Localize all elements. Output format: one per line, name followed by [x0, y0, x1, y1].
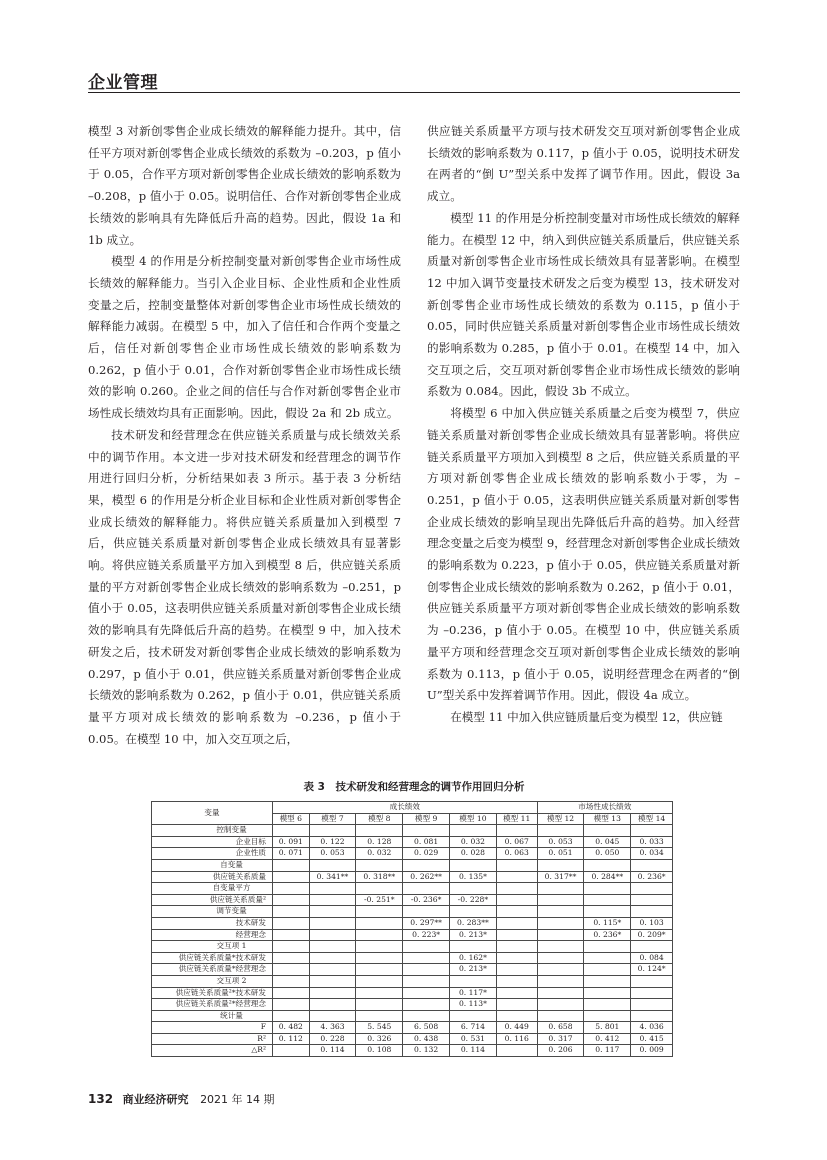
table-cell: 6. 714 — [450, 1022, 497, 1034]
table-cell — [537, 929, 584, 941]
row-label: 供应链关系质量² — [152, 894, 273, 906]
paragraph: 技术研发和经营理念在供应链关系质量与成长绩效关系中的调节作用。本文进一步对技术研发和经营理念的调节作用进行回归分析，分析结果如表 3 所示。基于表 3 分析结果，模型 6 的作用是分析企业目标和企业性质对新创零售企业成长绩效的解释能力。将供应链关系质量加入到模型 7 后，供应链关系质量对新创零售企业成长绩效具有显著影响。将供应链关系质量平方加入到模型 8 后，供应链关系质量的平方对新创零售企业成长绩效的影响系数为 –0.251，p 值小于 0.05，这表明供应链关系质量对新创零售企业成长绩效的影响具有先降低后升高的趋势。在模型 9 中，加入技术研发之后，技术研发对新创零售企业成长绩效的影响系数为 0.297，p 值小于 0.01，供应链关系质量对新创零售企业成长绩效的影响系数为 0.262，p 值小于 0.01，供应链关系质量平方项对成长绩效的影响系数为 –0.236，p 值小于 0.05。在模型 10 中，加入交互项之后， — [88, 427, 401, 746]
table-cell — [537, 975, 584, 987]
table-cell — [496, 1045, 537, 1057]
table-cell — [584, 941, 631, 953]
table-cell: 0. 053 — [537, 836, 584, 848]
table-cell: 0. 115* — [584, 917, 631, 929]
table-cell — [273, 871, 310, 883]
table-cell: 0. 262** — [403, 871, 450, 883]
model-header: 模型 7 — [309, 813, 356, 825]
table-cell — [537, 917, 584, 929]
page-footer — [88, 1091, 275, 1107]
table-cell: 4. 363 — [309, 1022, 356, 1034]
table-row — [152, 859, 673, 871]
table-cell — [631, 894, 673, 906]
row-label: 供应链关系质量²*技术研发 — [152, 987, 273, 999]
table-cell — [403, 952, 450, 964]
table-cell — [403, 1010, 450, 1022]
table-cell — [403, 883, 450, 895]
table-cell: 0. 114 — [450, 1045, 497, 1057]
variable-header: 变量 — [152, 802, 273, 825]
page-number: 132 — [88, 1092, 114, 1106]
table-cell — [273, 952, 310, 964]
table-cell — [631, 1010, 673, 1022]
table-cell: 0. 213* — [450, 964, 497, 976]
table-cell: 0. 029 — [403, 848, 450, 860]
table-cell — [496, 964, 537, 976]
paragraph: 供应链关系质量平方项与技术研发交互项对新创零售企业成长绩效的影响系数为 0.117，p 值小于 0.05，说明技术研发在两者的“倒 U”型关系中发挥了调节作用。因此，假设 3a 成立。 — [427, 124, 740, 204]
table-cell: 0. 103 — [631, 917, 673, 929]
table-cell: 0. 009 — [631, 1045, 673, 1057]
table-cell — [356, 859, 403, 871]
model-header: 模型 14 — [631, 813, 673, 825]
table-cell — [273, 941, 310, 953]
table-cell — [631, 906, 673, 918]
table-cell — [537, 987, 584, 999]
table-row — [152, 1022, 673, 1034]
table-cell — [496, 871, 537, 883]
table-row — [152, 964, 673, 976]
table-cell — [537, 1010, 584, 1022]
table-cell: 0. 412 — [584, 1033, 631, 1045]
table-cell — [584, 883, 631, 895]
table-cell — [356, 987, 403, 999]
table-cell: 0. 122 — [309, 836, 356, 848]
table-cell: 0. 081 — [403, 836, 450, 848]
table-row — [152, 1045, 673, 1057]
table-cell: 0. 236* — [584, 929, 631, 941]
table-row — [152, 952, 673, 964]
paragraph: 模型 3 对新创零售企业成长绩效的解释能力提升。其中，信任平方项对新创零售企业成长绩效的系数为 –0.203，p 值小于 0.05，合作平方项对新创零售企业成长绩效的影响系数为 –0.208，p 值小于 0.05。说明信任、合作对新创零售企业成长绩效的影响具有先降低后升高的趋势。因此，假设 1a 和 1b 成立。 — [88, 124, 402, 247]
table-row — [152, 1033, 673, 1045]
table-cell — [309, 975, 356, 987]
table-cell — [403, 859, 450, 871]
table-cell: 0. 033 — [631, 836, 673, 848]
table-cell — [309, 929, 356, 941]
table-row — [152, 987, 673, 999]
table-cell — [403, 906, 450, 918]
table-cell: 0. 438 — [403, 1033, 450, 1045]
row-label: 控制变量 — [152, 825, 273, 837]
table-cell — [273, 894, 310, 906]
table-cell — [309, 883, 356, 895]
table-cell — [273, 1045, 310, 1057]
table-cell: 0. 206 — [537, 1045, 584, 1057]
table-cell: 0. 135* — [450, 871, 497, 883]
table-cell — [496, 1010, 537, 1022]
table-cell — [537, 999, 584, 1011]
model-header: 模型 10 — [450, 813, 497, 825]
table-cell — [496, 917, 537, 929]
row-label: 企业性质 — [152, 848, 273, 860]
model-header: 模型 13 — [584, 813, 631, 825]
table-cell: 5. 545 — [356, 1022, 403, 1034]
model-header: 模型 11 — [496, 813, 537, 825]
table-cell: -0. 236* — [403, 894, 450, 906]
table-row — [152, 929, 673, 941]
table-cell — [584, 964, 631, 976]
right-column — [427, 121, 740, 729]
table-cell — [273, 883, 310, 895]
table-row — [152, 836, 673, 848]
table-cell: 0. 051 — [537, 848, 584, 860]
table-cell — [273, 999, 310, 1011]
table-cell: 0. 108 — [356, 1045, 403, 1057]
table-cell — [537, 964, 584, 976]
table-cell: 0. 228 — [309, 1033, 356, 1045]
row-label: 经营理念 — [152, 929, 273, 941]
table-cell: 0. 223* — [403, 929, 450, 941]
table-cell — [496, 859, 537, 871]
table-cell: 0. 067 — [496, 836, 537, 848]
table-cell: 0. 117 — [584, 1045, 631, 1057]
model-header: 模型 12 — [537, 813, 584, 825]
table-cell: 0. 124* — [631, 964, 673, 976]
paragraph: 在模型 11 中加入供应链质量后变为模型 12，供应链 — [450, 709, 723, 724]
table-cell: 6. 508 — [403, 1022, 450, 1034]
table-cell — [537, 906, 584, 918]
table-cell — [356, 964, 403, 976]
table-cell — [309, 999, 356, 1011]
section-title: 企业管理 — [88, 73, 158, 93]
model-header: 模型 9 — [403, 813, 450, 825]
table-cell — [496, 987, 537, 999]
table-cell: 0. 482 — [273, 1022, 310, 1034]
table-cell: 0. 449 — [496, 1022, 537, 1034]
table-cell — [403, 999, 450, 1011]
table-cell — [356, 975, 403, 987]
table-cell — [496, 999, 537, 1011]
row-label: 交互项 1 — [152, 941, 273, 953]
table-cell — [537, 894, 584, 906]
table-cell — [309, 941, 356, 953]
row-label: F — [152, 1022, 273, 1034]
table-cell: 0. 317 — [537, 1033, 584, 1045]
row-label: 供应链关系质量*经营理念 — [152, 964, 273, 976]
table-cell: 0. 162* — [450, 952, 497, 964]
table-cell — [273, 1010, 310, 1022]
table-row — [152, 1010, 673, 1022]
table-cell: 0. 531 — [450, 1033, 497, 1045]
table-cell: 5. 801 — [584, 1022, 631, 1034]
table-cell — [537, 825, 584, 837]
table-cell: 0. 284** — [584, 871, 631, 883]
table-cell — [273, 825, 310, 837]
table-cell: 0. 326 — [356, 1033, 403, 1045]
table-cell: 0. 091 — [273, 836, 310, 848]
paragraph: 模型 11 的作用是分析控制变量对市场性成长绩效的解释能力。在模型 12 中，纳入到供应链关系质量后，供应链关系质量对新创零售企业市场性成长绩效具有显著影响。在模型 12 中加入调节变量技术研发之后变为模型 13，技术研发对新创零售企业市场性成长绩效的系数为 0.115，p 值小于 0.05，同时供应链关系质量对新创零售企业市场性成长绩效的影响系数为 0.285，p 值小于 0.01。在模型 14 中，加入交互项之后，交互项对新创零售企业市场性成长绩效的影响系数为 0.084。因此，假设 3b 不成立。 — [427, 210, 740, 399]
left-column — [88, 121, 401, 750]
table-cell — [496, 906, 537, 918]
table-cell — [309, 952, 356, 964]
table-row — [152, 894, 673, 906]
table-cell — [584, 1010, 631, 1022]
table-cell — [356, 929, 403, 941]
table-cell — [631, 999, 673, 1011]
table-cell — [631, 859, 673, 871]
table-cell — [309, 859, 356, 871]
table-cell — [309, 917, 356, 929]
table-cell: 0. 071 — [273, 848, 310, 860]
table-cell — [537, 941, 584, 953]
table-cell — [309, 1010, 356, 1022]
table-cell: 0. 317** — [537, 871, 584, 883]
row-label: 供应链关系质量²*经营理念 — [152, 999, 273, 1011]
table-cell — [584, 859, 631, 871]
table-caption: 表 3 技术研发和经营理念的调节作用回归分析 — [303, 781, 525, 793]
table-cell: 0. 283** — [450, 917, 497, 929]
table-row — [152, 941, 673, 953]
journal-name: 商业经济研究 — [122, 1093, 189, 1106]
table-cell: -0. 228* — [450, 894, 497, 906]
table-cell — [584, 987, 631, 999]
row-label: 自变量平方 — [152, 883, 273, 895]
table-cell — [273, 964, 310, 976]
table-cell — [496, 975, 537, 987]
row-label: 统计量 — [152, 1010, 273, 1022]
table-row — [152, 917, 673, 929]
table-cell: 0. 209* — [631, 929, 673, 941]
table-cell — [496, 894, 537, 906]
table-cell: 0. 053 — [309, 848, 356, 860]
table-cell — [273, 929, 310, 941]
table-cell: 0. 128 — [356, 836, 403, 848]
table-cell: 0. 032 — [450, 836, 497, 848]
table-cell: 0. 063 — [496, 848, 537, 860]
group-header-growth: 成长绩效 — [273, 802, 538, 814]
row-label: 调节变量 — [152, 906, 273, 918]
model-header: 模型 8 — [356, 813, 403, 825]
table-cell: -0. 251* — [356, 894, 403, 906]
issue-label: 2021 年 14 期 — [200, 1093, 275, 1106]
table-cell — [403, 987, 450, 999]
table-cell — [309, 964, 356, 976]
table-cell — [273, 975, 310, 987]
table-cell — [309, 894, 356, 906]
table-cell — [273, 906, 310, 918]
table-row — [152, 906, 673, 918]
table-cell — [309, 987, 356, 999]
table-cell: 0. 116 — [496, 1033, 537, 1045]
group-header-market-growth: 市场性成长绩效 — [537, 802, 672, 814]
row-label: 供应链关系质量*技术研发 — [152, 952, 273, 964]
table-cell: 0. 050 — [584, 848, 631, 860]
table-cell: 0. 112 — [273, 1033, 310, 1045]
table-cell — [403, 941, 450, 953]
table-cell — [496, 883, 537, 895]
table-cell — [496, 929, 537, 941]
table-cell: 0. 297** — [403, 917, 450, 929]
table-row — [152, 848, 673, 860]
paragraph: 将模型 6 中加入供应链关系质量之后变为模型 7，供应链关系质量对新创零售企业成长绩效具有显著影响。将供应链关系质量平方项加入到模型 8 之后，供应链关系质量的平方项对新创零售企业成长绩效的影响系数小于零，为 –0.251，p 值小于 0.05，这表明供应链关系质量对新创零售企业成长绩效的影响呈现出先降低后升高的趋势。加入经营理念变量之后变为模型 9，经营理念对新创零售企业成长绩效的影响系数为 0.223，p 值小于 0.05，供应链关系质量对新创零售企业成长绩效的影响系数为 0.262，p 值小于 0.01，供应链关系质量平方项对新创零售企业成长绩效的影响系数为 –0.236，p 值小于 0.05。在模型 10 中，供应链关系质量平方项和经营理念交互项对新创零售企业成长绩效的影响系数为 0.113，p 值小于 0.05，说明经营理念在两者的“倒 U”型关系中发挥着调节作用。因此，假设 4a 成立。 — [427, 406, 740, 703]
table-cell: 0. 658 — [537, 1022, 584, 1034]
table-cell: 0. 114 — [309, 1045, 356, 1057]
table-cell — [309, 906, 356, 918]
row-label: 技术研发 — [152, 917, 273, 929]
table-cell — [450, 975, 497, 987]
paragraph: 模型 4 的作用是分析控制变量对新创零售企业市场性成长绩效的解释能力。当引入企业目标、企业性质和企业性质变量之后，控制变量整体对新创零售企业市场性成长绩效的解释能力减弱。在模型 5 中，加入了信任和合作两个变量之后，信任对新创零售企业市场性成长绩效的影响系数为 0.262，p 值小于 0.01，合作对新创零售企业市场性成长绩效的影响 0.260。企业之间的信任与合作对新创零售企业市场性成长绩效均具有正面影响。因此，假设 2a 和 2b 成立。 — [88, 254, 401, 421]
table-cell — [450, 906, 497, 918]
table-cell — [309, 825, 356, 837]
table-cell — [584, 999, 631, 1011]
table-cell — [356, 952, 403, 964]
table-cell — [450, 1010, 497, 1022]
table-cell — [537, 952, 584, 964]
table-cell — [356, 825, 403, 837]
row-label: 供应链关系质量 — [152, 871, 273, 883]
table-cell: 0. 132 — [403, 1045, 450, 1057]
regression-table — [151, 801, 673, 1057]
table-cell: 0. 213* — [450, 929, 497, 941]
table-cell: 0. 045 — [584, 836, 631, 848]
table-cell — [273, 917, 310, 929]
table-cell — [356, 999, 403, 1011]
table-cell: 0. 117* — [450, 987, 497, 999]
table-row — [152, 999, 673, 1011]
table-cell — [631, 941, 673, 953]
table-row — [152, 825, 673, 837]
table-row — [152, 883, 673, 895]
table-cell — [584, 975, 631, 987]
table-row — [152, 871, 673, 883]
table-cell — [631, 883, 673, 895]
regression-table-container — [151, 801, 673, 1057]
table-cell — [356, 1010, 403, 1022]
table-cell: 0. 113* — [450, 999, 497, 1011]
table-cell: 0. 341** — [309, 871, 356, 883]
table-cell: 0. 236* — [631, 871, 673, 883]
table-cell — [403, 975, 450, 987]
table-cell: 0. 084 — [631, 952, 673, 964]
table-cell: 0. 032 — [356, 848, 403, 860]
row-label: 企业目标 — [152, 836, 273, 848]
table-row — [152, 975, 673, 987]
table-cell — [273, 859, 310, 871]
table-cell — [403, 825, 450, 837]
table-cell: 4. 036 — [631, 1022, 673, 1034]
table-cell: 0. 318** — [356, 871, 403, 883]
table-body — [152, 825, 673, 1057]
row-label: 交互项 2 — [152, 975, 273, 987]
table-cell — [537, 883, 584, 895]
row-label: 自变量 — [152, 859, 273, 871]
table-cell: 0. 415 — [631, 1033, 673, 1045]
table-cell — [584, 906, 631, 918]
table-cell — [496, 952, 537, 964]
table-cell — [496, 825, 537, 837]
table-cell — [450, 941, 497, 953]
table-cell — [450, 825, 497, 837]
model-header: 模型 6 — [273, 813, 310, 825]
table-cell — [537, 859, 584, 871]
table-cell — [450, 883, 497, 895]
table-cell — [356, 883, 403, 895]
table-cell — [496, 941, 537, 953]
table-cell — [403, 964, 450, 976]
table-cell — [631, 987, 673, 999]
table-cell — [450, 859, 497, 871]
table-cell — [273, 987, 310, 999]
page-header — [88, 68, 740, 93]
table-cell — [631, 825, 673, 837]
table-cell — [584, 952, 631, 964]
table-cell — [631, 975, 673, 987]
table-cell — [584, 894, 631, 906]
table-header-row — [152, 802, 673, 814]
table-cell — [356, 917, 403, 929]
table-cell — [356, 906, 403, 918]
table-cell: 0. 034 — [631, 848, 673, 860]
table-cell: 0. 028 — [450, 848, 497, 860]
table-cell — [356, 941, 403, 953]
row-label: R² — [152, 1033, 273, 1045]
row-label: △R² — [152, 1045, 273, 1057]
table-cell — [584, 825, 631, 837]
